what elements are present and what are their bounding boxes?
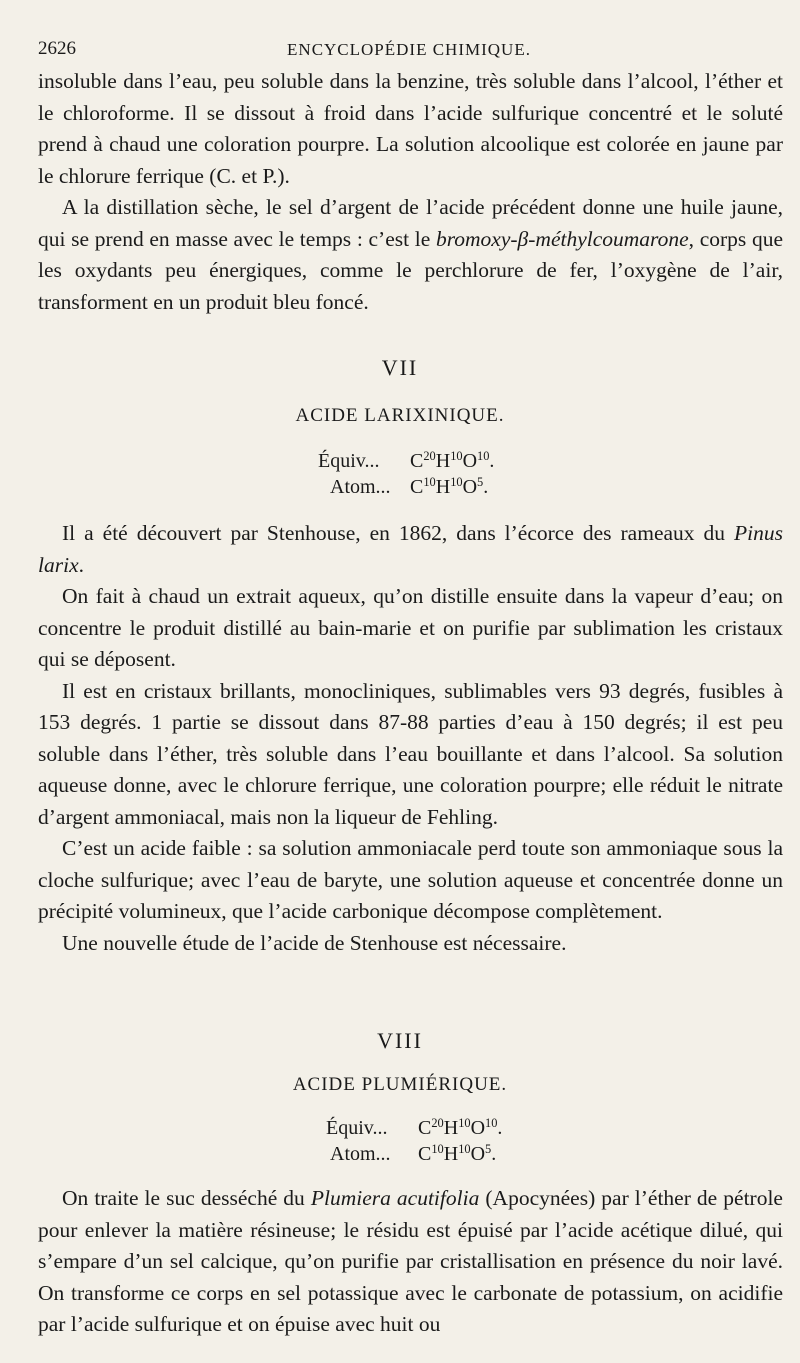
section-title: ACIDE PLUMIÉRIQUE.: [292, 1074, 508, 1095]
atom-formula: Atom... $C^{10}H^{10}O^5$.: [330, 475, 489, 498]
equiv-formula: Équiv... $C^{20}H^{10}O^{10}$.: [326, 1116, 503, 1139]
species-name: Plumiera acutifolia: [310, 1186, 480, 1210]
species-name: Pinus larix: [38, 521, 783, 577]
paragraph: C’est un acide faible : sa solution ammoniacale perd toute son ammoniaque sous la cloche sulfurique; avec l’eau de baryte, une solution aqueuse et concentrée donne un précipité volumineux, que l’acide carbonique décompose complètement.: [38, 836, 783, 923]
paragraph: A la distillation sèche, le sel d’argent de l’acide précédent donne une huile jaune, qui se prend en masse avec le temps : c’est le bromoxy-β-méthylcoumarone, corps que les oxydants peu énergiques, comme le perchlorure de fer, l’oxygène de l’air, transforment en un produit bleu foncé.: [38, 195, 783, 314]
section-title: ACIDE LARIXINIQUE.: [295, 405, 505, 426]
text-block-viii: [38, 1183, 783, 1341]
paragraph: On traite le suc desséché du Plumiera acutifolia (Apocynées) par l’éther de pétrole pour enlever la matière résineuse; le résidu est épuisé par l’acide acétique dilué, qui s’empare d’un sel calcique, qu’on purifie par cristallisation en présence du noir lavé. On transforme ce corps en sel potassique avec le carbonate de potassium, on acidifie par l’acide sulfurique et on épuise avec huit ou: [38, 1186, 783, 1336]
paragraph: Il est en cristaux brillants, monocliniques, sublimables vers 93 degrés, fusibles à 153 degrés. 1 partie se dissout dans 87-88 parties d’eau à 150 degrés; il est peu soluble dans l’éther, très soluble dans l’eau bouillante et dans l’alcool. Sa solution aqueuse donne, avec le chlorure ferrique, une coloration pourpre; elle réduit le nitrate d’argent ammoniacal, mais non la liqueur de Fehling.: [38, 678, 783, 829]
text-block-vii: [38, 518, 783, 959]
equiv-formula: Équiv... $C^{20}H^{10}O^{10}$.: [318, 449, 495, 472]
text-block-intro: [38, 66, 783, 318]
section-number: VIII: [377, 1028, 423, 1053]
paragraph: On fait à chaud un extrait aqueux, qu’on distille ensuite dans la vapeur d’eau; on concentre le produit distillé au bain-marie et on purifie par sublimation les cristaux qui se déposent.: [38, 584, 783, 671]
formula-block: [318, 448, 494, 500]
page-number: 2626: [38, 38, 76, 59]
running-title: ENCYCLOPÉDIE CHIMIQUE.: [287, 40, 531, 59]
paragraph: Une nouvelle étude de l’acide de Stenhouse est nécessaire.: [62, 930, 567, 955]
section-number: VII: [381, 355, 419, 380]
paragraph: insoluble dans l’eau, peu soluble dans la benzine, très soluble dans l’alcool, l’éther et le chloroforme. Il se dissout à froid dans l’acide sulfurique concentré et le soluté prend à chaud une coloration pourpre. La solution alcoolique est colorée en jaune par le chlorure ferrique (C. et P.).: [38, 69, 783, 188]
paragraph: Il a été découvert par Stenhouse, en 1862, dans l’écorce des rameaux du Pinus larix.: [38, 521, 783, 577]
compound-name: bromoxy-β-méthylcoumarone: [435, 226, 689, 251]
page-header: [38, 38, 780, 62]
formula-block: [326, 1115, 502, 1167]
atom-formula: Atom... $C^{10}H^{10}O^5$.: [330, 1142, 497, 1165]
